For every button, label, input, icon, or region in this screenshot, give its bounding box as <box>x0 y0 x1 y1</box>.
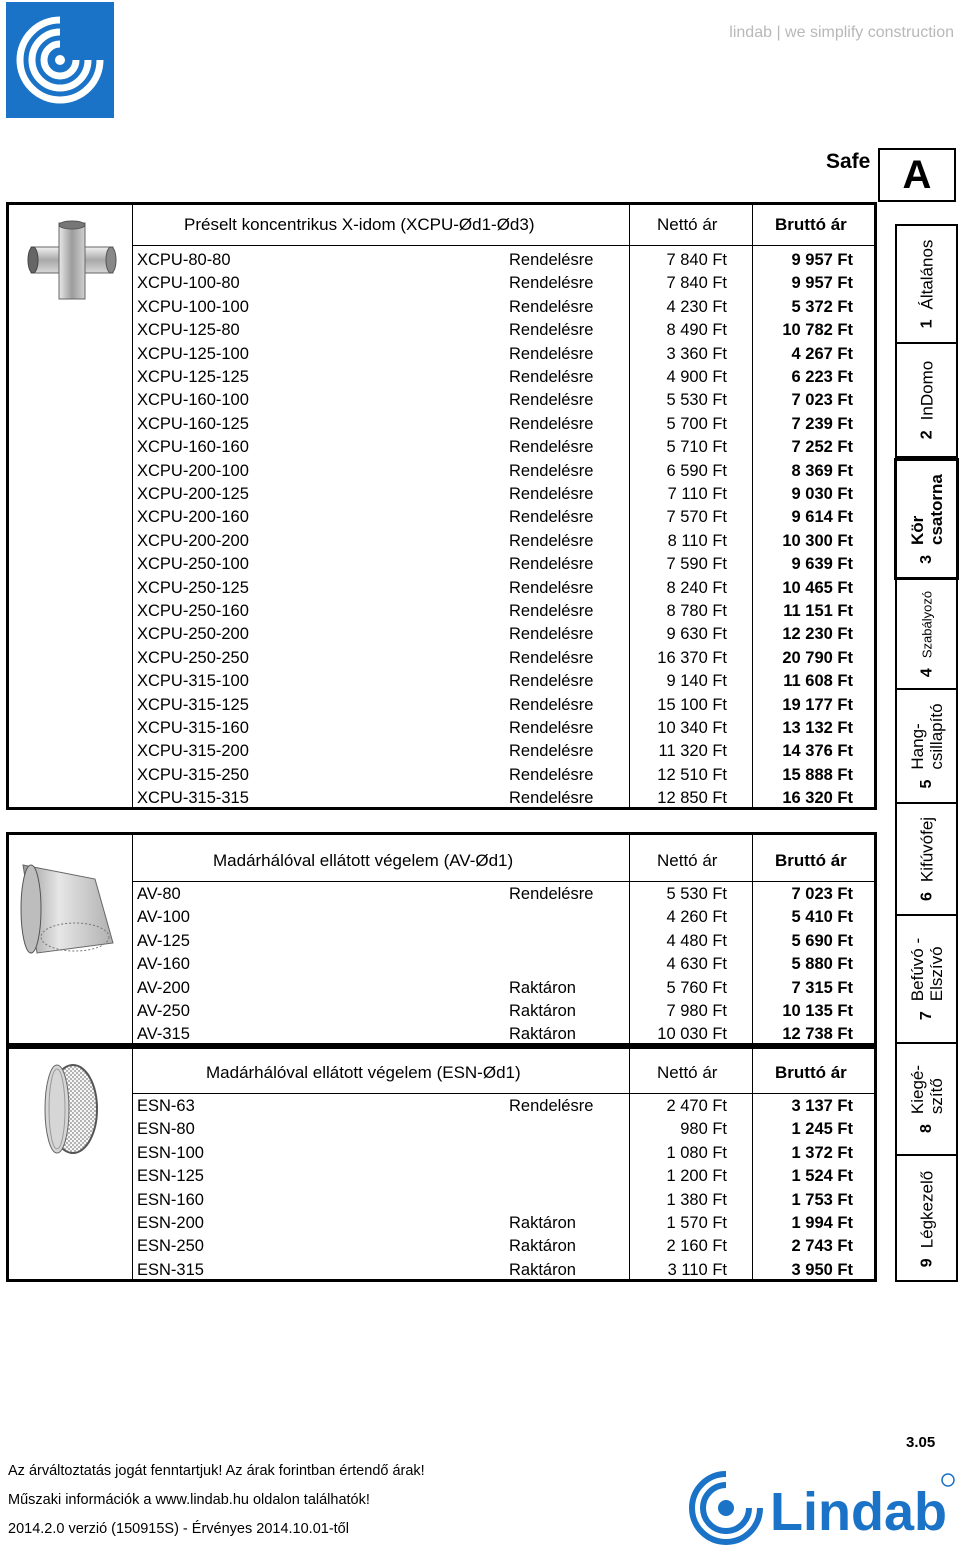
net-price: 5 530 Ft <box>666 391 727 410</box>
gross-price: 13 132 Ft <box>782 719 853 737</box>
table-title: Préselt koncentrikus X-idom (XCPU-Ød1-Ød3) <box>184 215 535 234</box>
gross-price: 10 300 Ft <box>782 531 853 550</box>
table-row <box>9 506 877 529</box>
net-price: 7 110 Ft <box>667 485 727 503</box>
product-code: ESN-160 <box>137 1190 204 1209</box>
gross-price: 1 524 Ft <box>791 1167 853 1186</box>
product-code: XCPU-315-200 <box>137 742 249 761</box>
availability: Rendelésre <box>509 765 594 784</box>
availability: Rendelésre <box>509 344 594 363</box>
table-row <box>9 1189 877 1212</box>
product-code: XCPU-160-160 <box>137 438 249 457</box>
product-code: XCPU-160-100 <box>137 391 249 410</box>
sidebar-tab-5[interactable] <box>897 690 956 804</box>
net-price: 7 840 Ft <box>666 274 727 293</box>
gross-price: 12 738 Ft <box>782 1025 853 1044</box>
product-code: AV-315 <box>137 1025 190 1044</box>
net-price: 16 370 Ft <box>657 648 727 667</box>
product-code: XCPU-250-100 <box>137 555 249 574</box>
lindab-logo-mark <box>6 2 114 118</box>
net-price: 1 380 Ft <box>666 1190 727 1209</box>
net-price: 4 480 Ft <box>666 931 727 950</box>
page-number: 3.05 <box>906 1434 936 1451</box>
table-row <box>9 530 877 553</box>
table-row <box>9 272 877 295</box>
section-letter <box>878 148 956 202</box>
product-code: XCPU-200-125 <box>137 485 249 503</box>
gross-price: 20 790 Ft <box>782 648 853 667</box>
product-code: XCPU-125-100 <box>137 344 249 363</box>
table-row <box>9 436 877 459</box>
product-code: XCPU-250-250 <box>137 648 249 667</box>
net-price: 8 490 Ft <box>666 321 727 340</box>
table-row <box>9 694 877 717</box>
availability: Raktáron <box>509 1002 576 1020</box>
gross-price: 1 372 Ft <box>791 1143 853 1162</box>
product-code: XCPU-200-160 <box>137 508 249 527</box>
gross-price: 5 690 Ft <box>791 931 853 950</box>
product-code: AV-160 <box>137 955 190 974</box>
product-code: XCPU-315-100 <box>137 672 249 691</box>
sidebar-tab-label: Kifúvófej <box>917 816 936 883</box>
availability: Rendelésre <box>509 321 594 340</box>
sidebar-tab-label: Kiegé- szítő <box>907 1064 946 1115</box>
product-code: XCPU-200-200 <box>137 531 249 550</box>
product-code: XCPU-315-125 <box>137 695 249 714</box>
product-code: AV-125 <box>137 931 190 950</box>
lindab-footer-logo <box>686 1468 956 1548</box>
product-code: XCPU-315-250 <box>137 765 249 784</box>
net-price: 9 140 Ft <box>666 672 727 691</box>
sidebar-tab-label: Légkezelő <box>917 1170 936 1249</box>
gross-price: 7 023 Ft <box>791 885 853 903</box>
availability: Rendelésre <box>509 274 594 293</box>
net-price: 5 760 Ft <box>666 978 727 997</box>
table-row <box>9 977 877 1000</box>
availability: Rendelésre <box>509 555 594 574</box>
section-letter-text: A <box>902 152 932 197</box>
sidebar-tab-1[interactable] <box>897 226 956 344</box>
net-price: 4 630 Ft <box>666 955 727 974</box>
table-row <box>9 1259 877 1282</box>
net-price: 4 230 Ft <box>666 297 727 316</box>
availability: Rendelésre <box>509 885 594 903</box>
net-price: 4 900 Ft <box>666 368 727 386</box>
sidebar-tab-number: 4 <box>917 668 935 678</box>
sidebar-tab-7[interactable] <box>897 916 956 1044</box>
footer-disclaimer: Az árváltoztatás jogát fenntartjuk! Az árak forintban értendő árak! <box>8 1463 425 1479</box>
product-code: XCPU-250-160 <box>137 602 249 620</box>
table-row <box>9 319 877 342</box>
net-price: 5 530 Ft <box>666 885 727 903</box>
table-av <box>6 832 877 1046</box>
table-row <box>9 1095 877 1118</box>
gross-price: 2 743 Ft <box>791 1237 853 1256</box>
net-price: 3 360 Ft <box>666 344 727 363</box>
footer-info: Műszaki információk a www.lindab.hu oldalon találhatók! <box>8 1492 370 1508</box>
sidebar-tab-number: 9 <box>917 1258 935 1268</box>
gross-price: 3 950 Ft <box>791 1260 853 1279</box>
product-code: XCPU-315-160 <box>137 719 249 737</box>
header-separator <box>133 245 877 246</box>
gross-price: 9 639 Ft <box>791 555 853 574</box>
gross-price-header: Bruttó ár <box>775 1063 847 1082</box>
table-row <box>9 787 877 810</box>
table-row <box>9 1118 877 1141</box>
table-title: Madárhálóval ellátott végelem (AV-Ød1) <box>213 851 514 870</box>
gross-price: 5 372 Ft <box>791 297 853 316</box>
net-price: 8 240 Ft <box>666 578 727 597</box>
sidebar-tab-label: Hang- csillapító <box>907 703 946 770</box>
sidebar-tab-number: 3 <box>917 554 935 564</box>
net-price: 10 030 Ft <box>657 1025 727 1044</box>
header-separator <box>133 881 877 882</box>
table-row <box>9 623 877 646</box>
table-row <box>9 1212 877 1235</box>
tagline: lindab | we simplify construction <box>729 24 954 41</box>
table-row <box>9 883 877 906</box>
gross-price: 11 608 Ft <box>783 672 853 691</box>
footer-version: 2014.2.0 verzió (150915S) - Érvényes 2014.10.01-től <box>8 1521 349 1537</box>
net-price: 5 700 Ft <box>666 414 727 433</box>
net-price: 980 Ft <box>680 1120 727 1139</box>
product-code: ESN-250 <box>137 1237 204 1256</box>
availability: Raktáron <box>509 978 576 997</box>
product-code: AV-250 <box>137 1002 190 1020</box>
gross-price: 19 177 Ft <box>782 695 853 714</box>
availability: Rendelésre <box>509 672 594 691</box>
gross-price: 9 614 Ft <box>791 508 853 527</box>
availability: Raktáron <box>509 1025 576 1044</box>
product-code: XCPU-250-200 <box>137 625 249 644</box>
product-code: ESN-200 <box>137 1214 204 1232</box>
net-price: 1 080 Ft <box>666 1143 727 1162</box>
table-row <box>9 1000 877 1023</box>
section-title: Safe <box>826 150 871 173</box>
header-separator <box>133 1093 877 1094</box>
sidebar-tab-label: Kör csatorna <box>907 474 946 545</box>
gross-price: 5 410 Ft <box>791 908 853 927</box>
gross-price-header: Bruttó ár <box>775 215 847 234</box>
gross-price: 15 888 Ft <box>782 765 853 784</box>
table-row <box>9 413 877 436</box>
product-code: AV-200 <box>137 978 190 997</box>
sidebar-tab-number: 6 <box>917 892 935 902</box>
net-price: 6 590 Ft <box>666 461 727 480</box>
gross-price: 9 957 Ft <box>791 251 853 269</box>
sidebar-tab-number: 8 <box>917 1124 935 1134</box>
sidebar-tab-3[interactable] <box>894 458 959 580</box>
gross-price-header: Bruttó ár <box>775 851 847 870</box>
sidebar-tab-label: Szabályozó <box>919 590 934 659</box>
availability: Rendelésre <box>509 625 594 644</box>
net-price-header: Nettó ár <box>657 215 718 234</box>
table-row <box>9 670 877 693</box>
availability: Rendelésre <box>509 414 594 433</box>
gross-price: 4 267 Ft <box>791 344 853 363</box>
table-row <box>9 389 877 412</box>
availability: Rendelésre <box>509 648 594 667</box>
availability: Rendelésre <box>509 297 594 316</box>
table-row <box>9 740 877 763</box>
availability: Rendelésre <box>509 251 594 269</box>
gross-price: 7 023 Ft <box>791 391 853 410</box>
availability: Rendelésre <box>509 602 594 620</box>
net-price-header: Nettó ár <box>657 851 718 870</box>
product-code: XCPU-100-100 <box>137 297 249 316</box>
table-row <box>9 1165 877 1188</box>
gross-price: 3 137 Ft <box>791 1097 853 1115</box>
net-price: 9 630 Ft <box>666 625 727 644</box>
sidebar-tab-label: InDomo <box>917 360 936 421</box>
table-xcpu <box>6 202 877 810</box>
product-code: XCPU-100-80 <box>137 274 240 293</box>
gross-price: 10 782 Ft <box>782 321 853 340</box>
table-row <box>9 366 877 389</box>
table-row <box>9 1235 877 1258</box>
availability: Rendelésre <box>509 391 594 410</box>
availability: Rendelésre <box>509 742 594 761</box>
sidebar-tab-9[interactable] <box>897 1156 956 1282</box>
availability: Rendelésre <box>509 461 594 480</box>
gross-price: 8 369 Ft <box>791 461 853 480</box>
availability: Rendelésre <box>509 368 594 386</box>
gross-price: 1 245 Ft <box>791 1120 853 1139</box>
availability: Rendelésre <box>509 531 594 550</box>
sidebar-tab-number: 2 <box>917 430 935 440</box>
availability: Rendelésre <box>509 508 594 527</box>
net-price: 7 840 Ft <box>666 251 727 269</box>
product-code: XCPU-125-80 <box>137 321 240 340</box>
net-price: 7 570 Ft <box>666 508 727 527</box>
product-code: XCPU-200-100 <box>137 461 249 480</box>
sidebar-tab-2[interactable] <box>897 344 956 458</box>
sidebar-tab-number: 1 <box>917 319 935 329</box>
sidebar-tab-label: Befúvó - Elszívó <box>907 937 946 1002</box>
product-code: XCPU-160-125 <box>137 414 249 433</box>
gross-price: 1 994 Ft <box>791 1214 853 1232</box>
table-row <box>9 483 877 506</box>
table-row <box>9 343 877 366</box>
table-row <box>9 930 877 953</box>
table-row <box>9 764 877 787</box>
gross-price: 11 151 Ft <box>783 602 853 620</box>
product-code: XCPU-80-80 <box>137 251 231 269</box>
table-row <box>9 717 877 740</box>
net-price: 8 110 Ft <box>667 531 727 550</box>
table-row <box>9 577 877 600</box>
table-row <box>9 647 877 670</box>
sidebar-tab-number: 7 <box>917 1011 935 1021</box>
product-code: ESN-315 <box>137 1260 204 1279</box>
net-price: 8 780 Ft <box>666 602 727 620</box>
net-price: 10 340 Ft <box>657 719 727 737</box>
gross-price: 9 030 Ft <box>791 485 853 503</box>
table-row <box>9 296 877 319</box>
net-price: 7 590 Ft <box>666 555 727 574</box>
category-sidebar <box>895 224 958 1282</box>
table-row <box>9 600 877 623</box>
availability: Rendelésre <box>509 578 594 597</box>
availability: Rendelésre <box>509 485 594 503</box>
product-code: ESN-80 <box>137 1120 195 1139</box>
net-price-header: Nettó ár <box>657 1063 718 1082</box>
product-code: XCPU-250-125 <box>137 578 249 597</box>
net-price: 4 260 Ft <box>666 908 727 927</box>
net-price: 1 200 Ft <box>666 1167 727 1186</box>
availability: Rendelésre <box>509 719 594 737</box>
product-code: AV-80 <box>137 885 181 903</box>
gross-price: 6 223 Ft <box>791 368 853 386</box>
net-price: 15 100 Ft <box>657 695 727 714</box>
net-price: 1 570 Ft <box>666 1214 727 1232</box>
gross-price: 7 239 Ft <box>791 414 853 433</box>
table-row <box>9 1023 877 1046</box>
gross-price: 7 315 Ft <box>791 978 853 997</box>
gross-price: 10 465 Ft <box>782 578 853 597</box>
product-code: XCPU-315-315 <box>137 789 249 808</box>
product-code: ESN-63 <box>137 1097 195 1115</box>
availability: Raktáron <box>509 1260 576 1279</box>
sidebar-tab-4[interactable] <box>897 580 956 690</box>
sidebar-tab-label: Általános <box>917 239 936 310</box>
table-row <box>9 249 877 272</box>
product-code: AV-100 <box>137 908 190 927</box>
gross-price: 12 230 Ft <box>782 625 853 644</box>
gross-price: 5 880 Ft <box>791 955 853 974</box>
availability: Rendelésre <box>509 438 594 457</box>
availability: Raktáron <box>509 1214 576 1232</box>
net-price: 12 510 Ft <box>657 765 727 784</box>
product-code: ESN-125 <box>137 1167 204 1186</box>
table-row <box>9 1142 877 1165</box>
table-esn <box>6 1046 877 1282</box>
net-price: 2 160 Ft <box>666 1237 727 1256</box>
net-price: 2 470 Ft <box>666 1097 727 1115</box>
table-row <box>9 906 877 929</box>
table-row <box>9 953 877 976</box>
table-title: Madárhálóval ellátott végelem (ESN-Ød1) <box>206 1063 521 1082</box>
availability: Rendelésre <box>509 789 594 808</box>
product-code: ESN-100 <box>137 1143 204 1162</box>
net-price: 7 980 Ft <box>666 1002 727 1020</box>
gross-price: 9 957 Ft <box>791 274 853 293</box>
product-code: XCPU-125-125 <box>137 368 249 386</box>
gross-price: 10 135 Ft <box>782 1002 853 1020</box>
table-row <box>9 460 877 483</box>
net-price: 11 320 Ft <box>658 742 727 761</box>
gross-price: 16 320 Ft <box>782 789 853 808</box>
availability: Raktáron <box>509 1237 576 1256</box>
availability: Rendelésre <box>509 695 594 714</box>
gross-price: 1 753 Ft <box>791 1190 853 1209</box>
net-price: 3 110 Ft <box>667 1260 727 1279</box>
table-row <box>9 553 877 576</box>
net-price: 12 850 Ft <box>657 789 727 808</box>
gross-price: 7 252 Ft <box>791 438 853 457</box>
footer-logo-text: Lindab <box>770 1482 947 1542</box>
sidebar-tab-number: 5 <box>917 779 935 789</box>
gross-price: 14 376 Ft <box>782 742 853 761</box>
availability: Rendelésre <box>509 1097 594 1115</box>
net-price: 5 710 Ft <box>666 438 727 457</box>
sidebar-tab-6[interactable] <box>897 804 956 916</box>
sidebar-tab-8[interactable] <box>897 1044 956 1156</box>
